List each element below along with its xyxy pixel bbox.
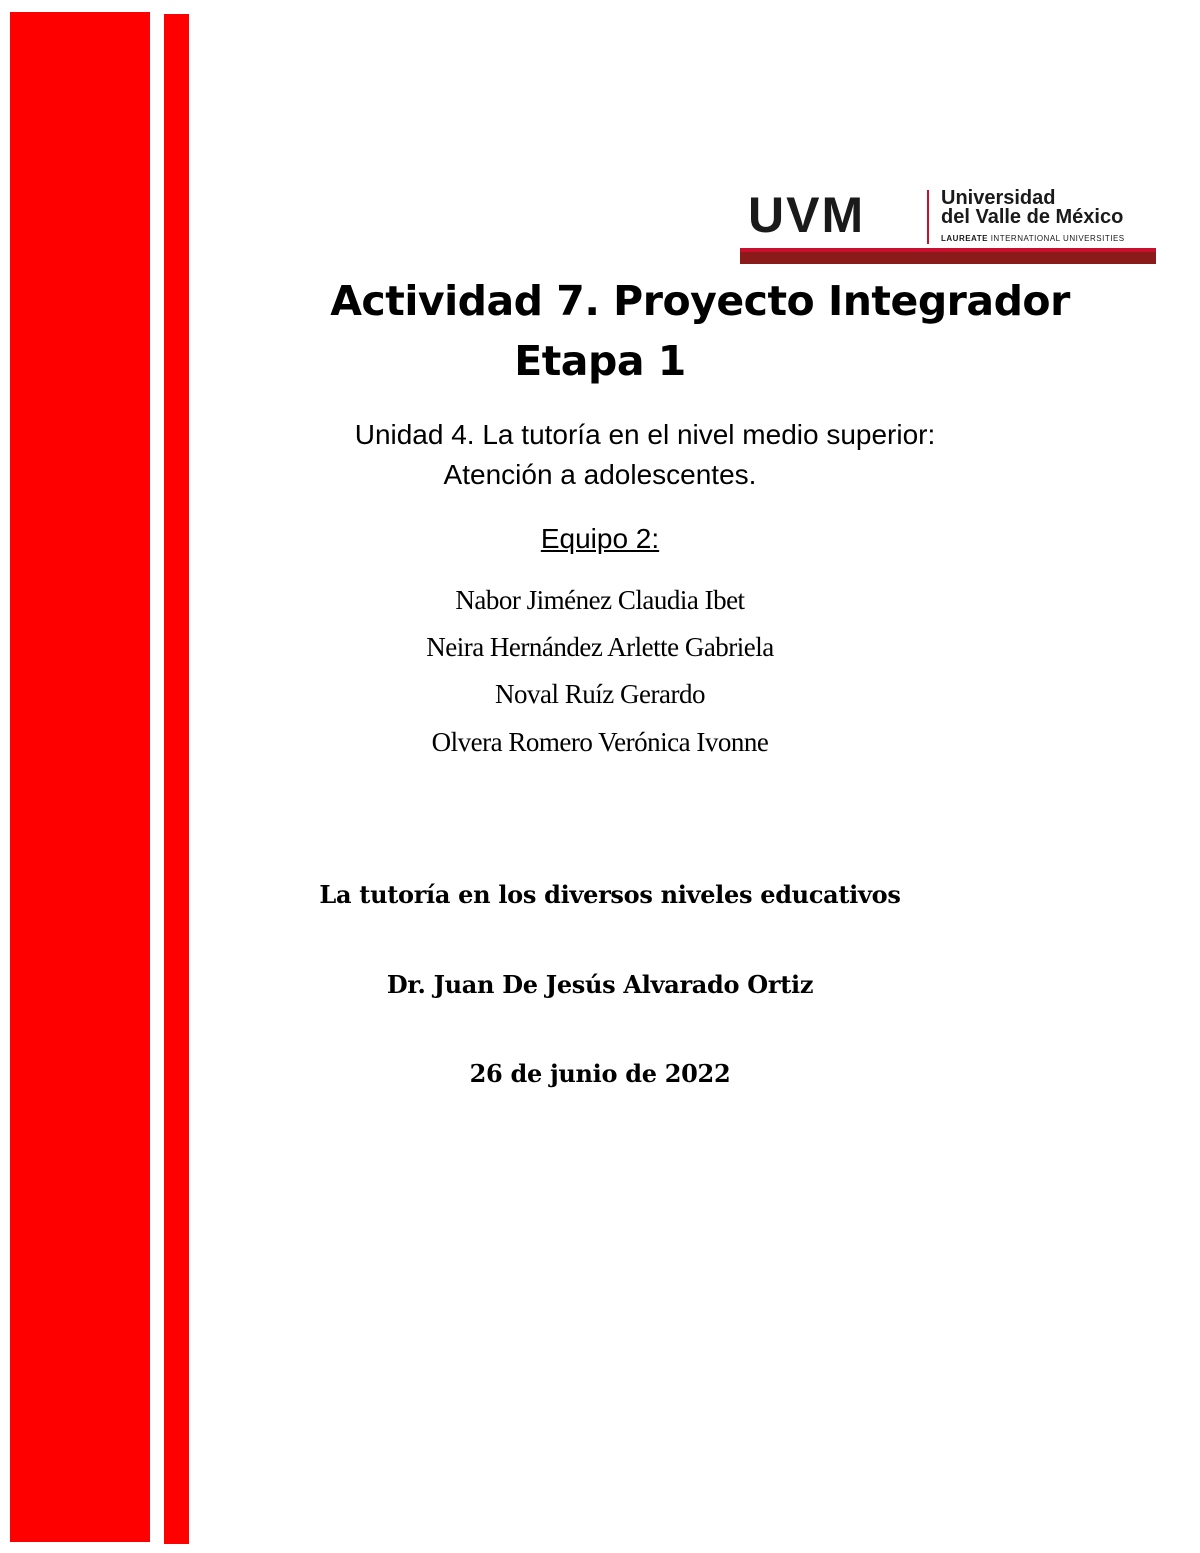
uvm-logo bbox=[740, 186, 1156, 264]
left-red-stripe-wide bbox=[10, 12, 150, 1542]
logo-tagline-rest: INTERNATIONAL UNIVERSITIES bbox=[990, 234, 1125, 243]
team-member: Noval Ruíz Gerardo bbox=[495, 679, 705, 709]
left-red-stripe-narrow bbox=[164, 14, 189, 1544]
subtitle-line1-text: Unidad 4. La tutoría en el nivel medio superior: bbox=[354, 419, 936, 450]
subtitle-line1 bbox=[200, 416, 1200, 454]
course-name: La tutoría en los diversos niveles educativos bbox=[319, 880, 901, 909]
teacher-name: Dr. Juan De Jesús Alvarado Ortiz bbox=[386, 970, 814, 999]
team-member: Neira Hernández Arlette Gabriela bbox=[426, 632, 774, 662]
subtitle-line2: Atención a adolescentes. bbox=[443, 459, 757, 490]
logo-tagline-bold: LAUREATE bbox=[941, 234, 988, 243]
team-member: Nabor Jiménez Claudia Ibet bbox=[455, 585, 745, 615]
logo-band-highlight bbox=[740, 248, 1156, 252]
title-line1: Actividad 7. Proyecto Integrador bbox=[330, 277, 1070, 325]
team-label: Equipo 2: bbox=[540, 523, 660, 554]
title-line2: Etapa 1 bbox=[514, 337, 686, 385]
logo-band bbox=[740, 248, 1156, 264]
logo-abbreviation: UVM bbox=[748, 187, 866, 243]
logo-name-line2: del Valle de México bbox=[941, 206, 1124, 228]
logo-tagline bbox=[941, 234, 1125, 243]
logo-university-name bbox=[941, 189, 1123, 227]
logo-separator bbox=[927, 190, 929, 244]
logo-name-line1: Universidad bbox=[941, 187, 1056, 209]
document-date: 26 de junio de 2022 bbox=[469, 1059, 731, 1088]
team-member: Olvera Romero Verónica Ivonne bbox=[431, 727, 769, 757]
